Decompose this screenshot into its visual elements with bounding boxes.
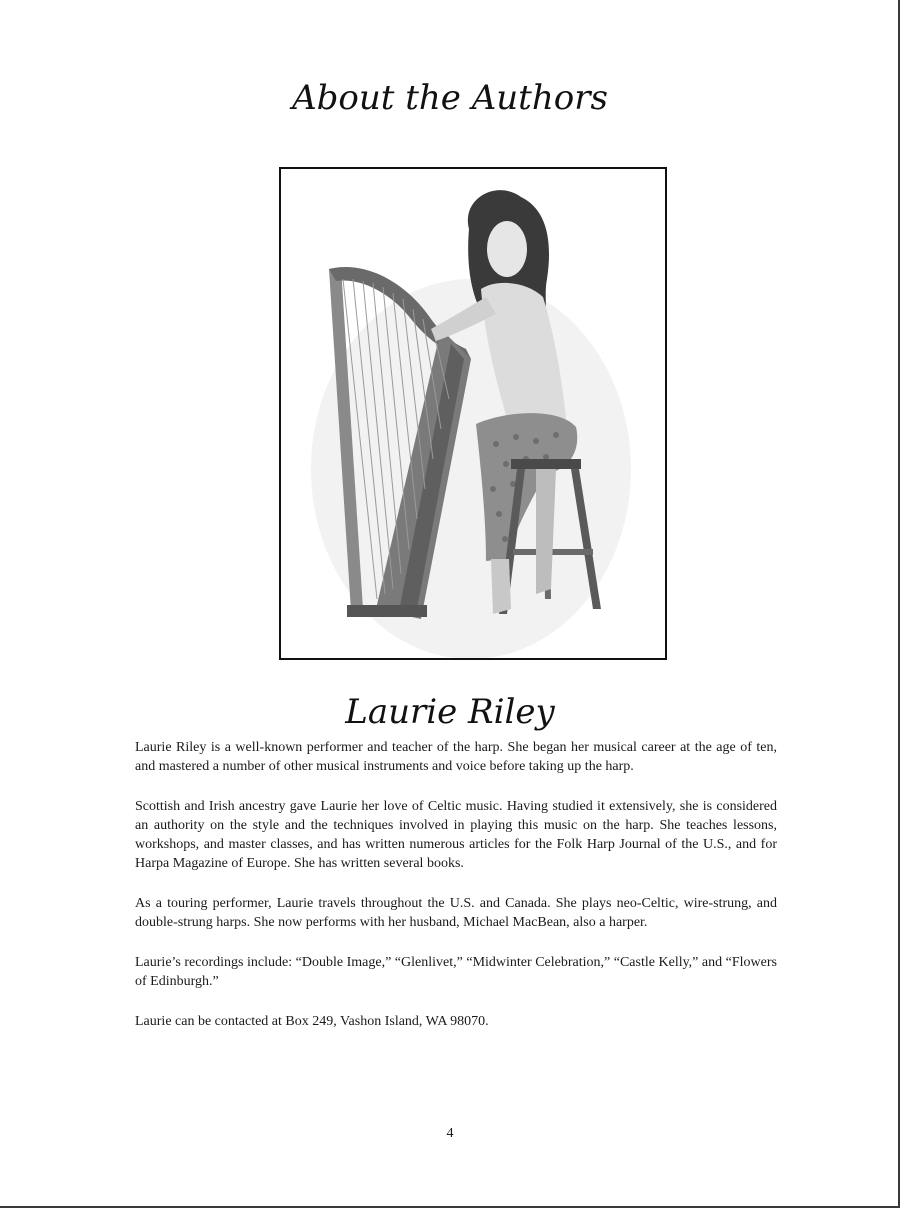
bio-paragraph: Laurie’s recordings include: “Double Image,” “Glenlivet,” “Midwinter Celebration,” “Castle Kelly,” and “Flowers of Edinburgh.” bbox=[135, 955, 777, 989]
harpist-illustration bbox=[281, 169, 665, 658]
bio-paragraph: Laurie can be contacted at Box 249, Vashon Island, WA 98070. bbox=[135, 1014, 489, 1029]
page-title: About the Authors bbox=[292, 78, 608, 118]
author-name: Laurie Riley bbox=[345, 692, 555, 732]
bio-paragraph: Scottish and Irish ancestry gave Laurie her love of Celtic music. Having studied it extensively, she is considered an authority on the style and the techniques involved in playing this music on the harp. She teaches lessons, workshops, and master classes, and has written numerous articles for the Folk Harp Journal of the U.S., and for Harpa Magazine of Europe. She has written several books. bbox=[135, 799, 777, 871]
author-photo bbox=[279, 167, 667, 660]
page-number: 4 bbox=[446, 1126, 454, 1141]
author-bio bbox=[135, 738, 777, 1052]
bio-paragraph: As a touring performer, Laurie travels throughout the U.S. and Canada. She plays neo-Celtic, wire-strung, and double-strung harps. She now performs with her husband, Michael MacBean, also a harper. bbox=[135, 896, 777, 930]
bio-paragraph: Laurie Riley is a well-known performer and teacher of the harp. She began her musical career at the age of ten, and mastered a number of other musical instruments and voice before taking up the harp. bbox=[135, 740, 777, 774]
